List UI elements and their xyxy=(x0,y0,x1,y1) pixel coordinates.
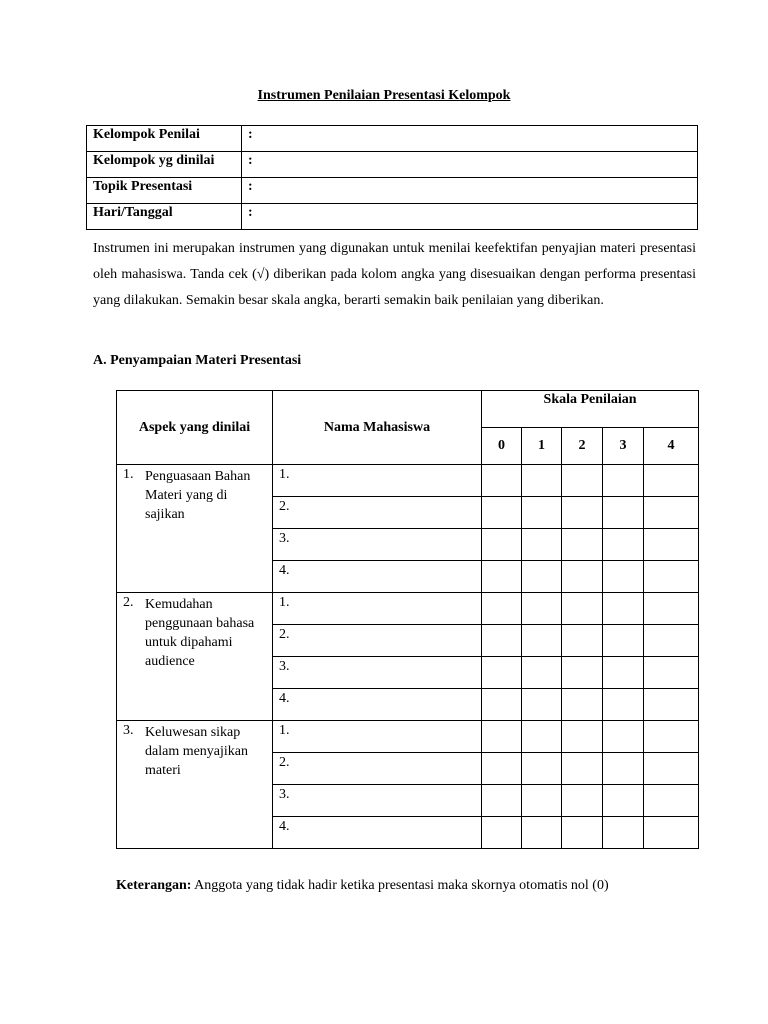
assessment-table xyxy=(116,390,699,849)
score-cell-4[interactable] xyxy=(644,817,699,849)
info-value-field[interactable]: : xyxy=(242,152,698,178)
score-cell-1[interactable] xyxy=(522,721,562,753)
intro-paragraph: Instrumen ini merupakan instrumen yang digunakan untuk menilai keefektifan penyajian materi presentasi oleh mahasiswa. Tanda cek (√) diberikan pada kolom angka yang disesuaikan dengan performa presentasi yang dilakukan. Semakin besar skala angka, berarti semakin baik penilaian yang diberikan. xyxy=(93,241,696,308)
score-cell-4[interactable] xyxy=(644,753,699,785)
info-label: Topik Presentasi xyxy=(87,178,242,204)
score-cell-2[interactable] xyxy=(562,529,603,561)
student-name-cell[interactable]: 3. xyxy=(273,657,482,689)
score-cell-2[interactable] xyxy=(562,561,603,593)
score-cell-4[interactable] xyxy=(644,689,699,721)
score-cell-3[interactable] xyxy=(603,561,644,593)
student-name-cell[interactable]: 2. xyxy=(273,625,482,657)
score-cell-4[interactable] xyxy=(644,465,699,497)
info-value-field[interactable]: : xyxy=(242,178,698,204)
score-cell-2[interactable] xyxy=(562,465,603,497)
score-cell-3[interactable] xyxy=(603,625,644,657)
score-cell-1[interactable] xyxy=(522,561,562,593)
score-cell-0[interactable] xyxy=(482,625,522,657)
table-row xyxy=(117,465,699,497)
score-cell-1[interactable] xyxy=(522,465,562,497)
student-name-cell[interactable]: 4. xyxy=(273,561,482,593)
student-name-cell[interactable]: 1. xyxy=(273,593,482,625)
section-title: A. Penyampaian Materi Presentasi xyxy=(93,353,302,368)
note-label: Keterangan: xyxy=(116,878,192,893)
score-cell-3[interactable] xyxy=(603,465,644,497)
aspect-cell xyxy=(117,721,273,849)
score-cell-3[interactable] xyxy=(603,721,644,753)
student-name-cell[interactable]: 1. xyxy=(273,465,482,497)
student-name-cell[interactable]: 3. xyxy=(273,785,482,817)
info-value-field[interactable]: : xyxy=(242,126,698,152)
note-text: Anggota yang tidak hadir ketika presentasi maka skornya otomatis nol (0) xyxy=(191,878,609,893)
score-cell-4[interactable] xyxy=(644,721,699,753)
aspect-label: Penguasaan Bahan Materi yang di sajikan xyxy=(145,469,251,522)
score-cell-0[interactable] xyxy=(482,561,522,593)
info-value-field[interactable]: : xyxy=(242,204,698,230)
score-cell-3[interactable] xyxy=(603,785,644,817)
score-cell-2[interactable] xyxy=(562,753,603,785)
score-cell-0[interactable] xyxy=(482,817,522,849)
aspect-label: Kemudahan penggunaan bahasa untuk dipahami audience xyxy=(145,597,255,669)
score-cell-3[interactable] xyxy=(603,593,644,625)
score-cell-0[interactable] xyxy=(482,593,522,625)
score-cell-0[interactable] xyxy=(482,721,522,753)
score-cell-0[interactable] xyxy=(482,689,522,721)
score-cell-2[interactable] xyxy=(562,657,603,689)
scale-header-1: 1 xyxy=(522,428,562,465)
score-cell-0[interactable] xyxy=(482,657,522,689)
aspect-cell xyxy=(117,593,273,721)
score-cell-3[interactable] xyxy=(603,657,644,689)
aspect-number: 2. xyxy=(123,595,134,610)
student-name-cell[interactable]: 4. xyxy=(273,689,482,721)
score-cell-1[interactable] xyxy=(522,785,562,817)
header-aspect: Aspek yang dinilai xyxy=(117,391,273,465)
score-cell-1[interactable] xyxy=(522,593,562,625)
info-row-kelompok-penilai xyxy=(87,126,698,152)
score-cell-0[interactable] xyxy=(482,785,522,817)
score-cell-1[interactable] xyxy=(522,689,562,721)
score-cell-2[interactable] xyxy=(562,721,603,753)
table-row xyxy=(117,721,699,753)
score-cell-3[interactable] xyxy=(603,689,644,721)
scale-header-3: 3 xyxy=(603,428,644,465)
score-cell-2[interactable] xyxy=(562,625,603,657)
score-cell-3[interactable] xyxy=(603,753,644,785)
aspect-cell xyxy=(117,465,273,593)
student-name-cell[interactable]: 1. xyxy=(273,721,482,753)
score-cell-4[interactable] xyxy=(644,561,699,593)
scale-header-0: 0 xyxy=(482,428,522,465)
score-cell-2[interactable] xyxy=(562,689,603,721)
score-cell-4[interactable] xyxy=(644,657,699,689)
scale-header-2: 2 xyxy=(562,428,603,465)
note xyxy=(116,878,609,894)
score-cell-0[interactable] xyxy=(482,465,522,497)
student-name-cell[interactable]: 3. xyxy=(273,529,482,561)
score-cell-2[interactable] xyxy=(562,593,603,625)
info-label: Kelompok Penilai xyxy=(87,126,242,152)
score-cell-1[interactable] xyxy=(522,753,562,785)
score-cell-1[interactable] xyxy=(522,817,562,849)
info-label: Kelompok yg dinilai xyxy=(87,152,242,178)
scale-header-4: 4 xyxy=(644,428,699,465)
score-cell-4[interactable] xyxy=(644,625,699,657)
score-cell-4[interactable] xyxy=(644,593,699,625)
score-cell-2[interactable] xyxy=(562,817,603,849)
info-label: Hari/Tanggal xyxy=(87,204,242,230)
header-scale: Skala Penilaian xyxy=(482,391,699,428)
student-name-cell[interactable]: 2. xyxy=(273,497,482,529)
info-row-topik xyxy=(87,178,698,204)
score-cell-4[interactable] xyxy=(644,529,699,561)
score-cell-0[interactable] xyxy=(482,497,522,529)
score-cell-3[interactable] xyxy=(603,497,644,529)
score-cell-3[interactable] xyxy=(603,817,644,849)
document-title: Instrumen Penilaian Presentasi Kelompok xyxy=(257,88,511,103)
info-row-kelompok-dinilai xyxy=(87,152,698,178)
score-cell-0[interactable] xyxy=(482,529,522,561)
score-cell-3[interactable] xyxy=(603,529,644,561)
info-table xyxy=(86,125,698,230)
aspect-label: Keluwesan sikap dalam menyajikan materi xyxy=(145,725,249,778)
score-cell-1[interactable] xyxy=(522,657,562,689)
aspect-number: 1. xyxy=(123,467,134,482)
table-row xyxy=(117,593,699,625)
score-cell-1[interactable] xyxy=(522,497,562,529)
info-row-hari-tanggal xyxy=(87,204,698,230)
score-cell-4[interactable] xyxy=(644,785,699,817)
score-cell-2[interactable] xyxy=(562,785,603,817)
score-cell-0[interactable] xyxy=(482,753,522,785)
score-cell-1[interactable] xyxy=(522,529,562,561)
header-name: Nama Mahasiswa xyxy=(273,391,482,465)
score-cell-4[interactable] xyxy=(644,497,699,529)
student-name-cell[interactable]: 4. xyxy=(273,817,482,849)
score-cell-1[interactable] xyxy=(522,625,562,657)
score-cell-2[interactable] xyxy=(562,497,603,529)
student-name-cell[interactable]: 2. xyxy=(273,753,482,785)
aspect-number: 3. xyxy=(123,723,134,738)
